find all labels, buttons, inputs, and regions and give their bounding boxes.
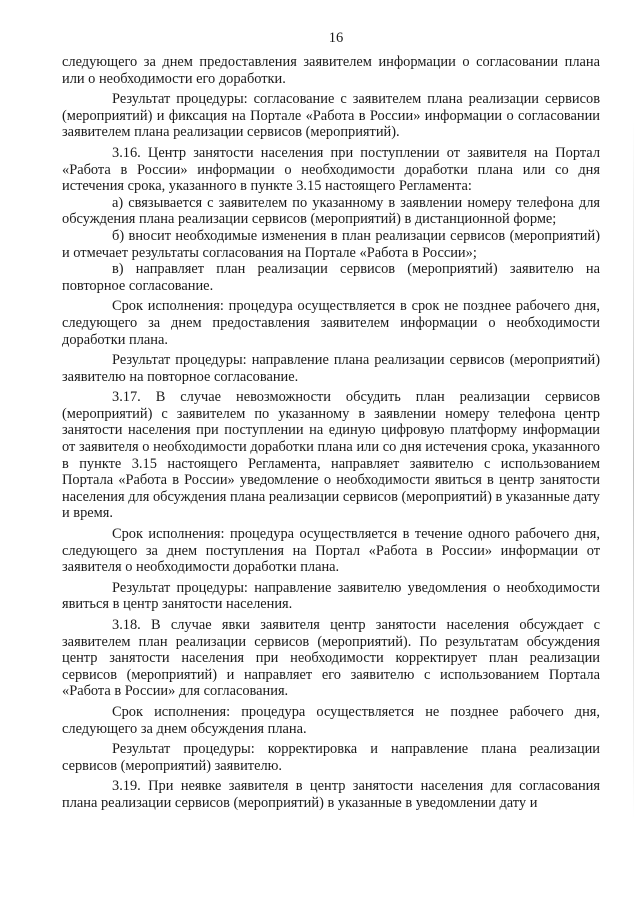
scan-edge-shadow: [633, 120, 634, 820]
paragraph-3-17-deadline: Срок исполнения: процедура осуществляется в течение одного рабочего дня, следующего за днем поступления на Портал «Работа в России» информации от заявителя о необходимости доработки плана.: [62, 526, 600, 576]
page-number: 16: [328, 30, 344, 46]
paragraph-3-16-b: б) вносит необходимые изменения в план реализации сервисов (мероприятий) и отмечает результаты согласования на Портале «Работа в России»;: [62, 227, 600, 261]
paragraph-3-18: 3.18. В случае явки заявителя центр занятости населения обсуждает с заявителем план реализации сервисов (мероприятий). По результатам обсуждения центр занятости населения при необходимости корректирует план реализации сервисов (мероприятий) и направляет его заявителю с использованием Портала «Работа в России» для согласования.: [62, 617, 600, 700]
paragraph-result-agreement: Результат процедуры: согласование с заявителем плана реализации сервисов (мероприятий) и фиксация на Портале «Работа в России» информации о согласовании заявителем плана реализации сервисов (мероприятий).: [62, 91, 600, 141]
paragraph-3-18-result: Результат процедуры: корректировка и направление плана реализации сервисов (мероприятий) заявителю.: [62, 741, 600, 774]
paragraph-3-16-a: а) связывается с заявителем по указанному в заявлении номеру телефона для обсуждения плана реализации сервисов (мероприятий) в дистанционной форме;: [62, 194, 600, 228]
paragraph-3-17-result: Результат процедуры: направление заявителю уведомления о необходимости явиться в центр занятости населения.: [62, 579, 600, 613]
paragraph-3-18-deadline: Срок исполнения: процедура осуществляется не позднее рабочего дня, следующего за днем обсуждения плана.: [62, 703, 600, 737]
paragraph-3-16-deadline: Срок исполнения: процедура осуществляется в срок не позднее рабочего дня, следующего за днем предоставления заявителем информации о необходимости доработки плана.: [62, 298, 600, 348]
paragraph-3-16-c: в) направляет план реализации сервисов (мероприятий) заявителю на повторное согласование.: [62, 261, 600, 294]
paragraph-continuation: следующего за днем предоставления заявителем информации о согласовании плана или о необходимости его доработки.: [62, 54, 600, 87]
paragraph-3-16-result: Результат процедуры: направление плана реализации сервисов (мероприятий) заявителю на повторное согласование.: [62, 352, 600, 385]
paragraph-3-17: 3.17. В случае невозможности обсудить план реализации сервисов (мероприятий) с заявителем по указанному в заявлении номеру телефона центр занятости населения при поступлении на единую цифровую платформу информации от заявителя о необходимости доработки плана или со дня истечения срока, указанного в пункте 3.15 настоящего Регламента, направляет заявителю с использованием Портала «Работа в России» уведомление о необходимости явиться в центр занятости населения для обсуждения плана реализации сервисов (мероприятий) в указанные дату и время.: [62, 389, 600, 522]
paragraph-3-16: 3.16. Центр занятости населения при поступлении от заявителя на Портал «Работа в России» информации о необходимости доработки плана или со дня истечения срока, указанного в пункте 3.15 настоящего Регламента:: [62, 144, 600, 195]
paragraph-3-19: 3.19. При неявке заявителя в центр занятости населения для согласования плана реализации сервисов (мероприятий) в указанные в уведомлении дату и: [62, 778, 600, 811]
